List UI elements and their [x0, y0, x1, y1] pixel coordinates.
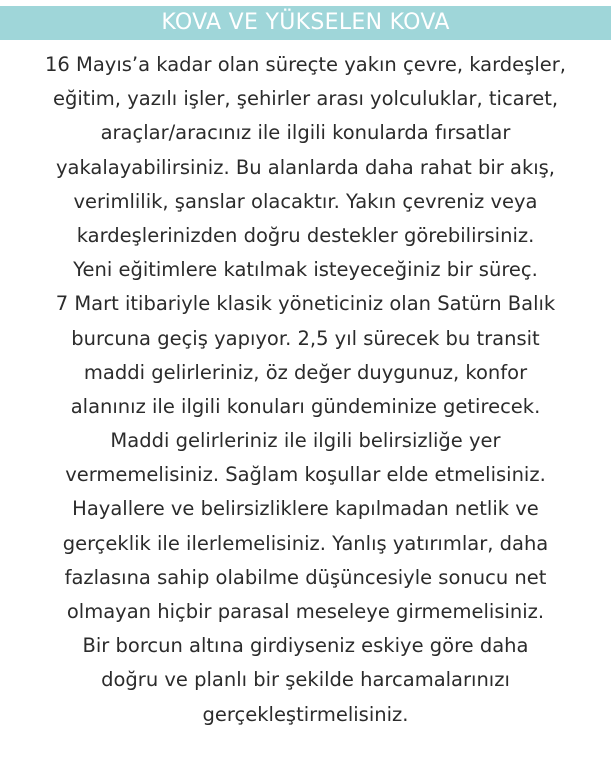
text-line: olmayan hiçbir parasal meseleye girmemelisiniz. — [66, 600, 545, 623]
text-line: maddi gelirleriniz, öz değer duygunuz, konfor — [83, 360, 528, 384]
page-title: KOVA VE YÜKSELEN KOVA — [161, 10, 450, 35]
text-line: Bir borcun altına girdiyseniz eskiye göre daha — [82, 634, 529, 658]
text-line: Hayallere ve belirsizliklere kapılmadan netlik ve — [72, 497, 539, 521]
text-line: verimlilik, şanslar olacaktır. Yakın çevreniz veya — [73, 189, 538, 213]
text-line: eğitim, yazılı işler, şehirler arası yolculuklar, ticaret, — [52, 87, 559, 111]
horoscope-text-block — [0, 48, 611, 732]
text-line: gerçekleştirmelisiniz. — [202, 702, 409, 726]
text-line: vermemelisiniz. Sağlam koşullar elde etmelisiniz. — [65, 463, 546, 487]
text-line: 16 Mayıs’a kadar olan süreçte yakın çevre, kardeşler, — [45, 53, 566, 76]
text-line: Maddi gelirleriniz ile ilgili belirsizliğe yer — [110, 429, 501, 453]
text-line: gerçeklik ile ilerlemelisiniz. Yanlış yatırımlar, daha — [62, 531, 549, 555]
text-line: doğru ve planlı bir şekilde harcamalarınızı — [101, 668, 510, 692]
text-line: kardeşlerinizden doğru destekler görebilirsiniz. — [76, 223, 535, 247]
text-line: burcuna geçiş yapıyor. 2,5 yıl sürecek bu transit — [71, 326, 540, 350]
title-banner — [0, 6, 611, 40]
text-line: yakalayabilirsiniz. Bu alanlarda daha rahat bir akış, — [55, 155, 556, 179]
text-line: 7 Mart itibariyle klasik yöneticiniz olan Satürn Balık — [55, 292, 556, 316]
text-line: alanınız ile ilgili konuları gündeminize getirecek. — [70, 394, 541, 418]
text-line: araçlar/aracınız ile ilgili konularda fırsatlar — [100, 121, 511, 145]
text-line: Yeni eğitimlere katılmak isteyeceğiniz bir süreç. — [73, 258, 538, 282]
text-line: fazlasına sahip olabilme düşüncesiyle sonucu net — [64, 565, 547, 589]
